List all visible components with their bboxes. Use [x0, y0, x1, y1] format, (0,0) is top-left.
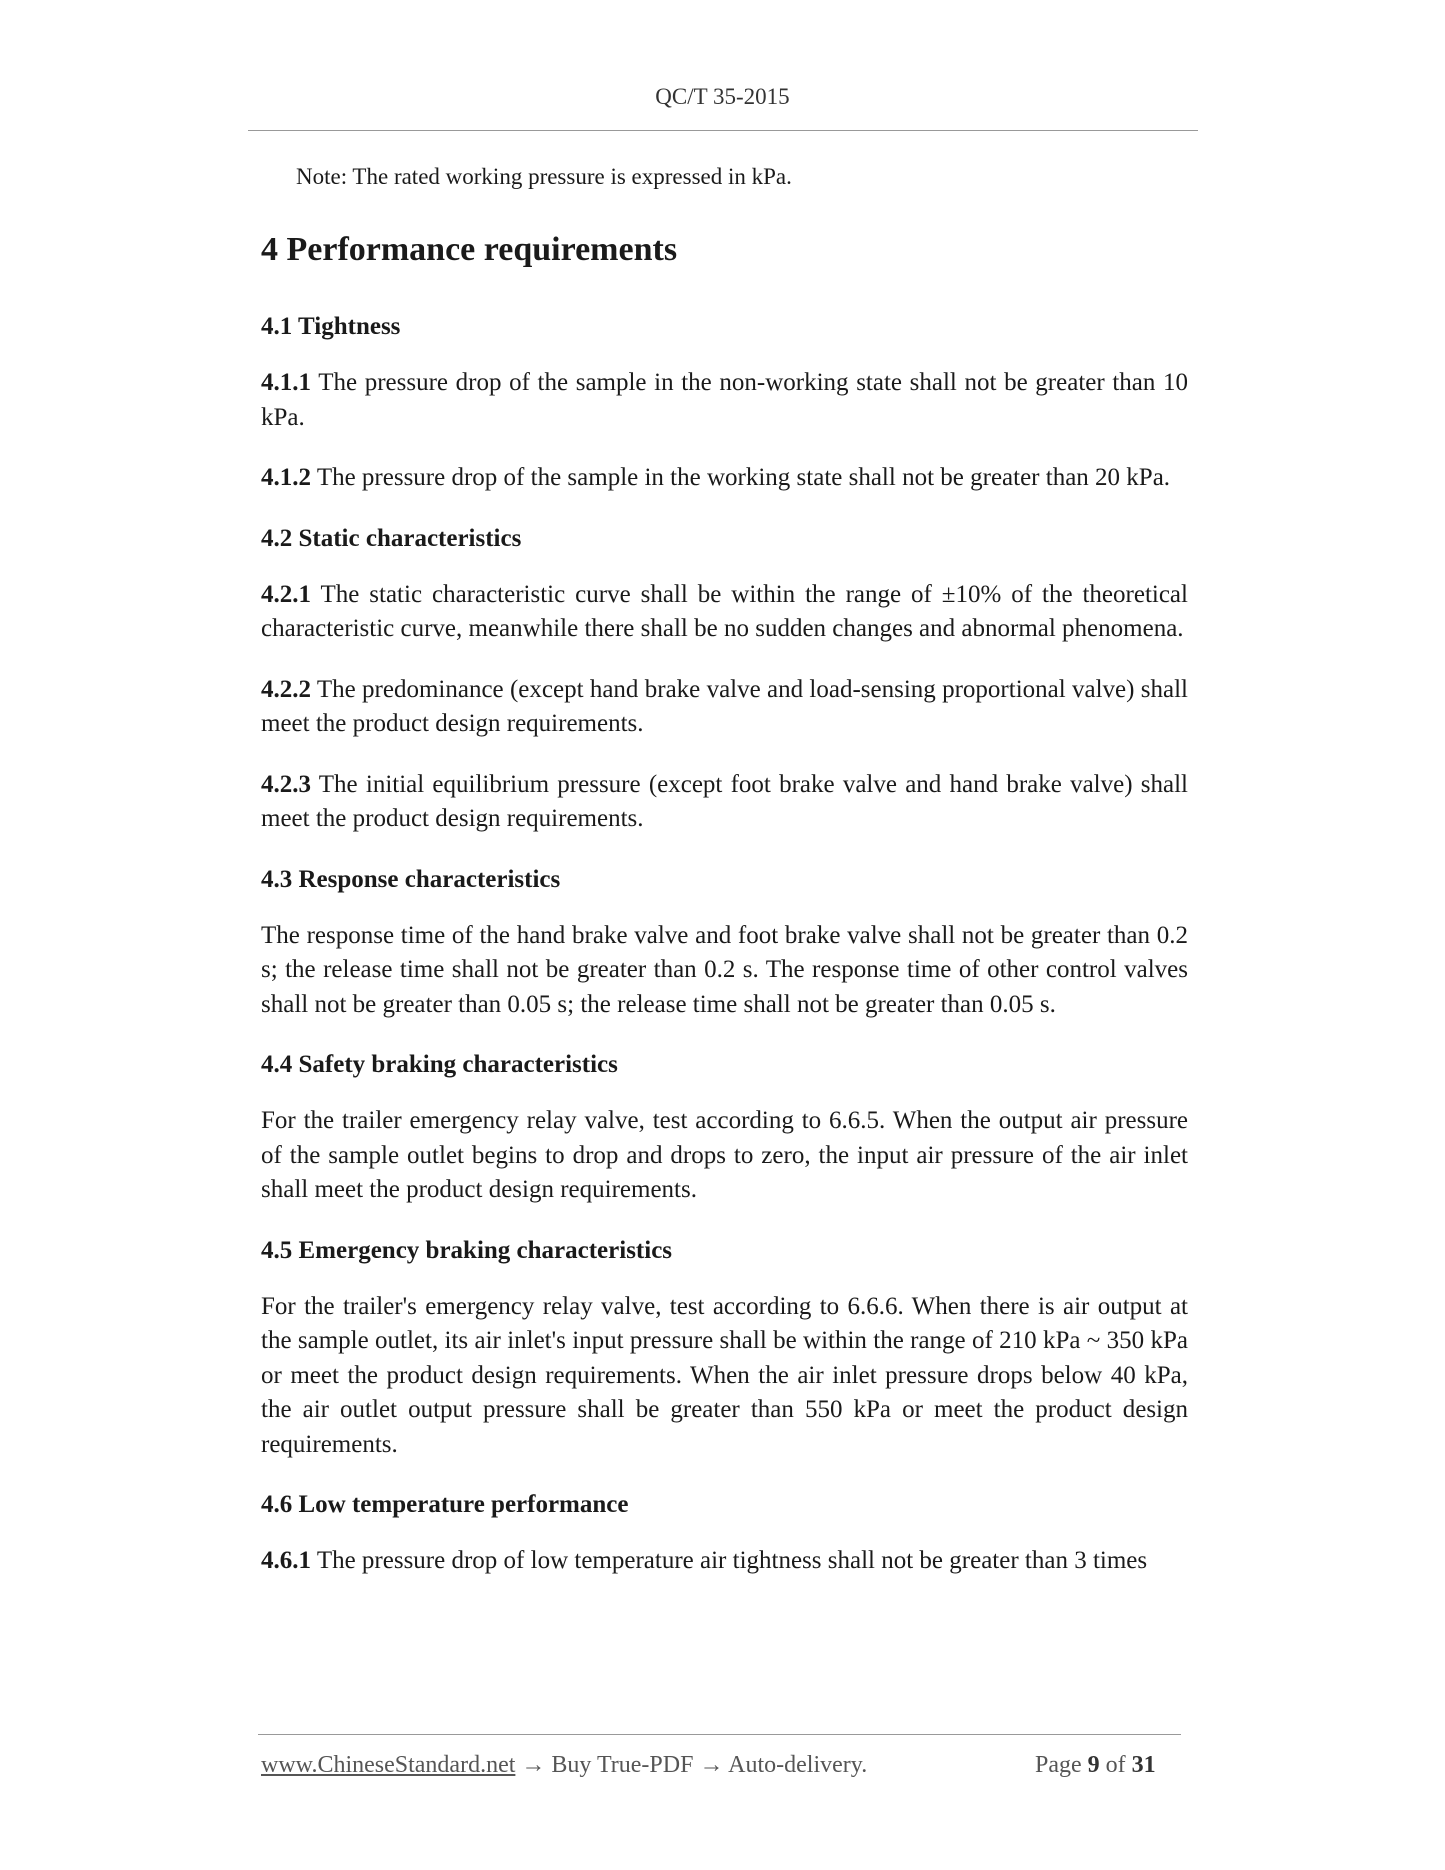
subsection-heading-4-3: 4.3 Response characteristics	[261, 865, 561, 893]
clause-4-1-1	[261, 366, 1188, 435]
buy-text: Buy True-PDF	[551, 1752, 694, 1778]
paragraph-4-3: The response time of the hand brake valve and foot brake valve shall not be greater than 0.2 s; the release time shall not be greater than 0.2 s. The response time of other control valves shall not be greater than 0.05 s; the release time shall not be greater than 0.05 s.	[261, 921, 1188, 1018]
clause-4-1-2	[261, 461, 1188, 496]
clause-text: The predominance (except hand brake valve and load-sensing proportional valve) shall meet the product design requirements.	[261, 675, 1188, 737]
page-label: Page	[1035, 1752, 1082, 1778]
clause-4-2-3	[261, 768, 1188, 837]
paragraph-4-5: For the trailer's emergency relay valve, test according to 6.6.6. When there is air output at the sample outlet, its air inlet's input pressure shall be within the range of 210 kPa ~ 350 kPa or meet the product design requirements. When the air inlet pressure drops below 40 kPa, the air outlet output pressure shall be greater than 550 kPa or meet the product design requirements.	[261, 1292, 1188, 1458]
note-text: Note: The rated working pressure is expressed in kPa.	[296, 164, 792, 189]
of-label: of	[1105, 1752, 1126, 1778]
clause-text: The pressure drop of low temperature air tightness shall not be greater than 3 times	[316, 1547, 1148, 1574]
page-total: 31	[1131, 1752, 1156, 1778]
document-body	[261, 228, 1188, 1605]
paragraph-4-4: For the trailer emergency relay valve, test according to 6.6.5. When the output air pressure of the sample outlet begins to drop and drops to zero, the input air pressure of the air inlet shall meet the product design requirements.	[261, 1107, 1188, 1203]
clause-text: The static characteristic curve shall be within the range of ±10% of the theoretical characteristic curve, meanwhile there shall be no sudden changes and abnormal phenomena.	[261, 580, 1188, 642]
arrow-icon: →	[699, 1752, 724, 1778]
clause-number: 4.1.2	[261, 464, 311, 491]
clause-text: The pressure drop of the sample in the working state shall not be greater than 20 kPa.	[316, 464, 1171, 491]
section-heading: 4 Performance requirements	[261, 231, 678, 268]
page-number: 9	[1087, 1752, 1100, 1778]
clause-text: The pressure drop of the sample in the non-working state shall not be greater than 10 kPa.	[261, 369, 1188, 431]
clause-4-6-1	[261, 1544, 1188, 1579]
clause-text: The initial equilibrium pressure (except foot brake valve and hand brake valve) shall meet the product design requirements.	[261, 770, 1188, 832]
clause-4-2-1	[261, 578, 1188, 647]
clause-number: 4.1.1	[261, 369, 311, 396]
subsection-heading-4-5: 4.5 Emergency braking characteristics	[261, 1236, 673, 1264]
clause-4-2-2	[261, 673, 1188, 742]
clause-number: 4.2.3	[261, 770, 311, 798]
arrow-icon: →	[521, 1752, 546, 1778]
website-link[interactable]: www.ChineseStandard.net	[261, 1752, 516, 1778]
delivery-text: Auto-delivery.	[728, 1752, 868, 1778]
clause-number: 4.6.1	[261, 1547, 311, 1574]
subsection-heading-4-2: 4.2 Static characteristics	[261, 524, 522, 552]
footer-divider	[258, 1734, 1181, 1735]
clause-number: 4.2.2	[261, 675, 311, 703]
header-divider	[248, 130, 1198, 131]
subsection-heading-4-4: 4.4 Safety braking characteristics	[261, 1051, 618, 1078]
page-header-title: QC/T 35-2015	[655, 84, 790, 109]
footer-links	[261, 1752, 867, 1779]
subsection-heading-4-1: 4.1 Tightness	[261, 313, 401, 340]
page-indicator	[1035, 1752, 1156, 1779]
clause-number: 4.2.1	[261, 580, 311, 608]
subsection-heading-4-6: 4.6 Low temperature performance	[261, 1491, 629, 1518]
